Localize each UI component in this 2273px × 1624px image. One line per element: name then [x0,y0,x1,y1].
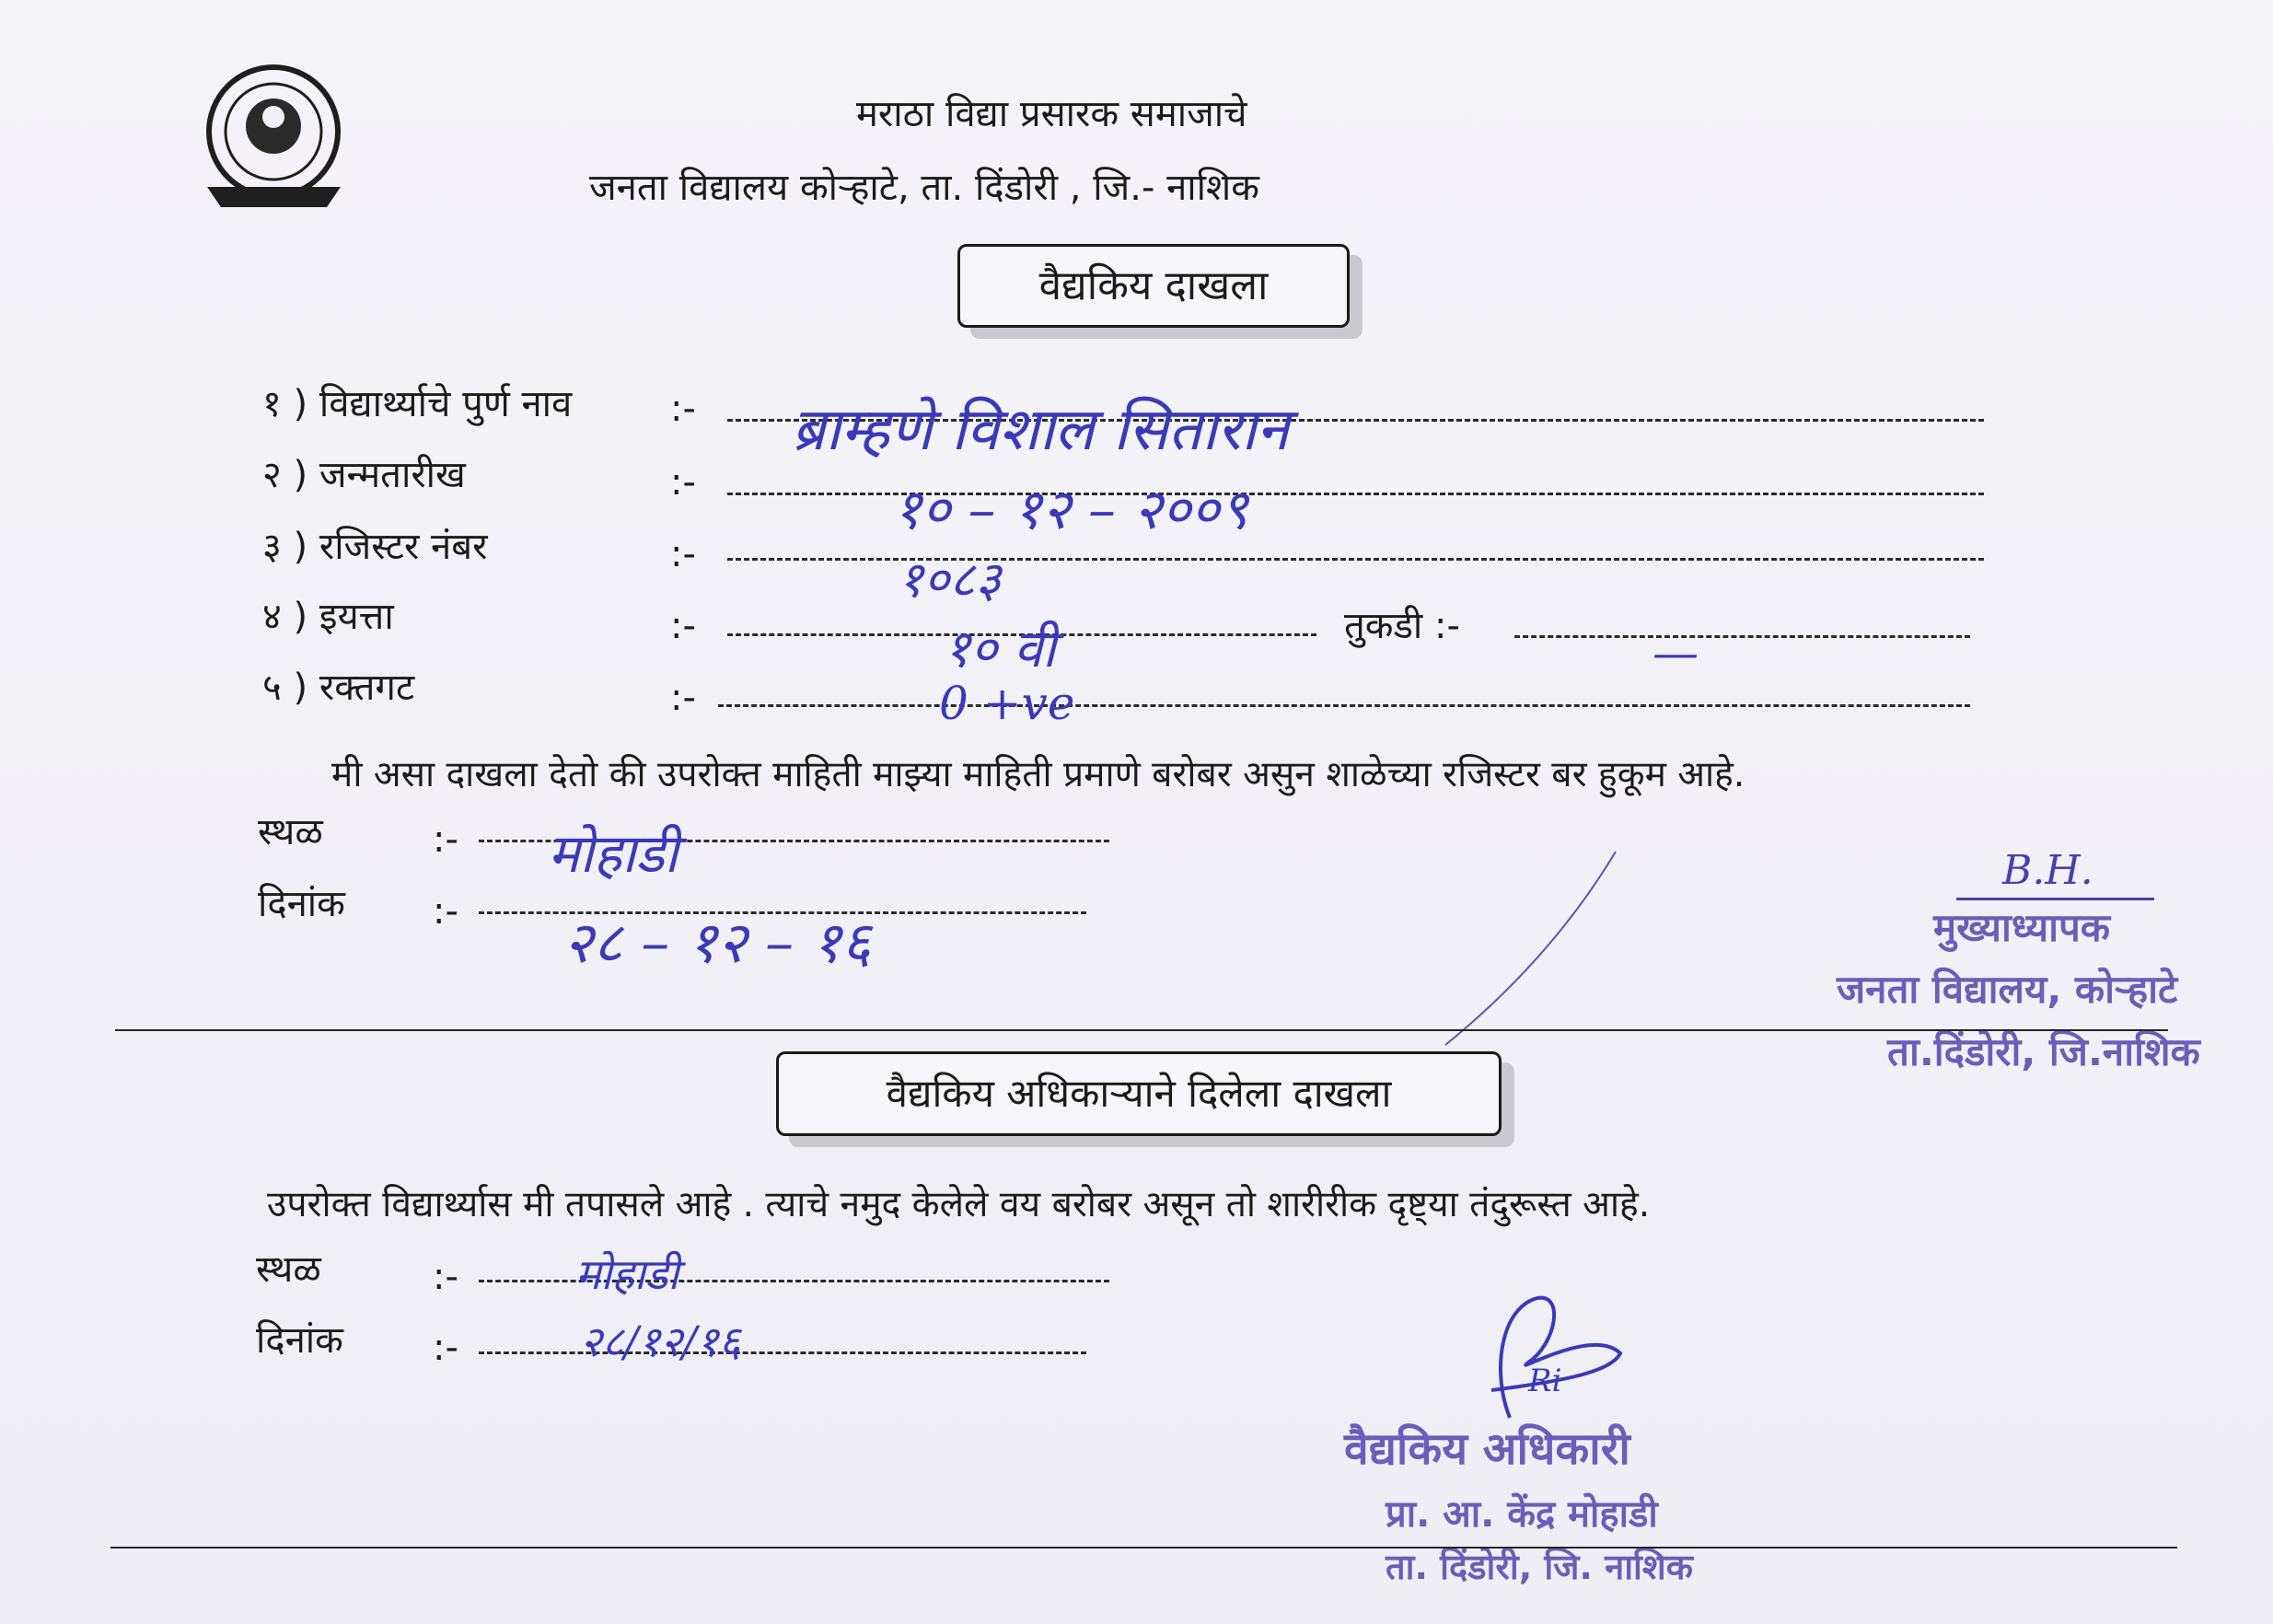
page-title: वैद्यकिय दाखला [1038,261,1269,309]
date-line-2 [479,1351,1086,1354]
field-sep-name: :- [670,388,696,430]
place-label-1: स्थळ [258,811,323,853]
medical-stamp-line3: ता. दिंडोरी, जि. नाशिक [1386,1547,1693,1587]
field-line-blood [718,704,1970,707]
medical-stamp-line1: वैद्यकिय अधिकारी [1344,1423,1630,1475]
field-sep-blood: :- [670,677,696,719]
field-value-class: १० वी [944,620,1056,679]
field-value-blood: 0 +ve [939,677,1075,730]
medical-stamp-line2: प्रा. आ. केंद्र मोहाडी [1386,1493,1658,1536]
medical-title: वैद्यकिय अधिकाऱ्याने दिलेला दाखला [886,1071,1392,1116]
date-label-2: दिनांक [256,1319,343,1362]
division-value: — [1653,626,1699,679]
place-line-2 [479,1280,1109,1282]
pen-stroke-mark [1436,847,1620,1050]
field-label-register: ३ ) रजिस्टर नंबर [262,526,488,568]
place-sep-2: :- [433,1256,458,1298]
declaration-text-1: मी असा दाखला देतो की उपरोक्त माहिती माझ्या माहिती प्रमाणे बरोबर असुन शाळेच्या रजिस्टर बर हुकूम आहे. [331,754,1745,795]
field-sep-class: :- [670,605,696,647]
medical-officer-signature-icon [1455,1289,1639,1427]
date-sep-2: :- [433,1327,458,1369]
declaration-text-2: उपरोक्त विद्यार्थ्यास मी तपासले आहे . त्याचे नमुद केलेले वय बरोबर असून तो शारीरीक दृष्ट्या तंदुरूस्त आहे. [267,1184,1651,1225]
headmaster-stamp-line2: जनता विद्यालय, कोऱ्हाटे [1837,967,2178,1012]
division-line [1514,635,1970,638]
field-label-class: ४ ) इयत्ता [262,596,394,638]
date-sep-1: :- [433,890,458,933]
section-divider-2 [110,1547,2177,1549]
title-box [957,244,1350,328]
place-sep-1: :- [433,818,458,861]
medical-officer-signature: Ri [1528,1363,1562,1399]
headmaster-stamp-line3: ता.दिंडोरी, जि.नाशिक [1887,1029,2200,1074]
org-line: मराठा विद्या प्रसारक समाजाचे [856,93,1247,135]
field-label-dob: २ ) जन्मतारीख [262,454,466,496]
date-value-1: २८ – १२ – १६ [563,909,872,976]
field-value-dob: १० – १२ – २००९ [893,478,1248,542]
field-label-blood: ५ ) रक्तगट [262,667,415,709]
medical-title-box [776,1051,1502,1136]
place-value-2: मोहाडी [575,1249,679,1299]
date-value-2: २८/१२/१६ [580,1317,741,1366]
headmaster-stamp-line1: मुख्याध्यापक [1933,905,2111,950]
place-value-1: मोहाडी [548,822,678,885]
school-line: जनता विद्यालय कोऱ्हाटे, ता. दिंडोरी , जि.- नाशिक [589,167,1259,209]
date-label-1: दिनांक [258,883,345,925]
field-value-register: १०८३ [898,551,1002,609]
field-sep-dob: :- [670,461,696,504]
field-sep-register: :- [670,533,696,575]
division-label: तुकडी :- [1344,605,1460,647]
field-value-name: ब्राम्हणे विशाल सितारान [792,396,1290,464]
institution-seal-icon [198,60,350,216]
headmaster-signature: B.H. [2002,847,2093,894]
place-label-2: स्थळ [256,1248,321,1291]
field-label-name: १ ) विद्यार्थ्याचे पुर्ण नाव [262,383,573,425]
section-divider-1 [115,1029,2168,1031]
